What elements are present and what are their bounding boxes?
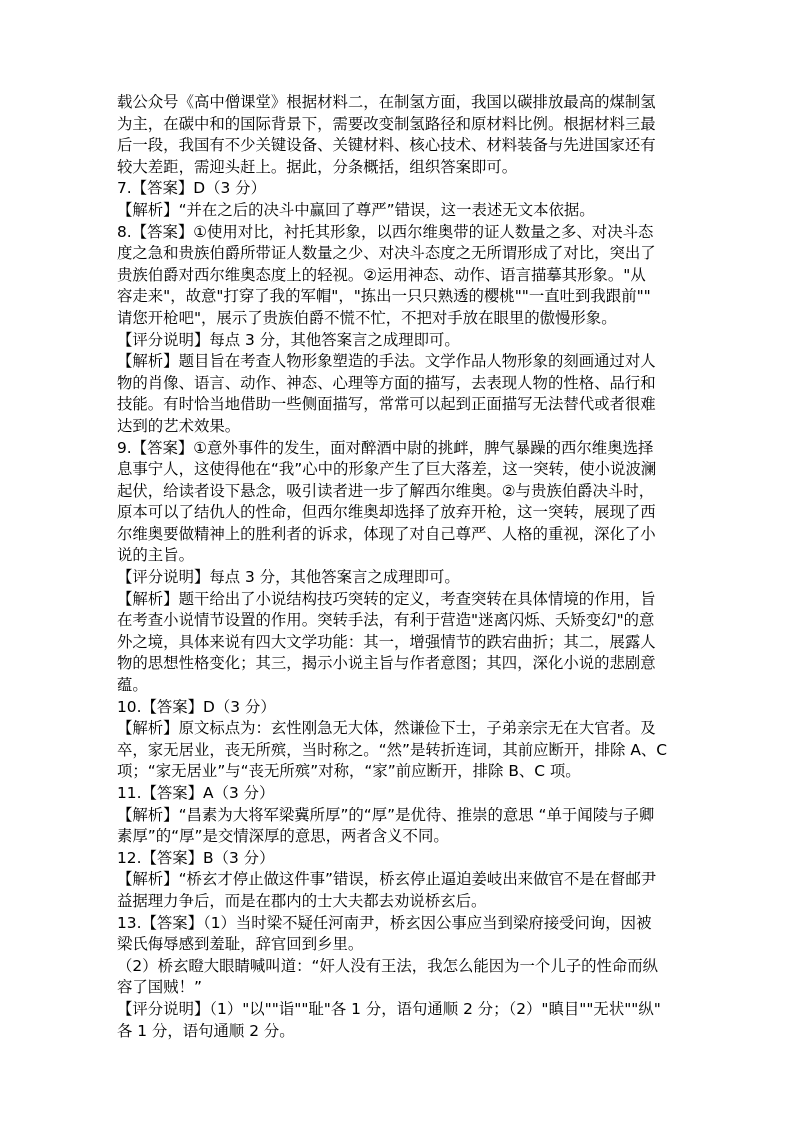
text-line: 较大差距，需迎头赶上。据此，分条概括，组织答案即可。 xyxy=(117,157,518,176)
text-line: 贵族伯爵对西尔维奥态度上的轻视。②运用神态、动作、语言描摹其形象。"从 xyxy=(117,265,646,284)
text-line: 请您开枪吧"，展示了贵族伯爵不慌不忙，不把对手放在眼里的傲慢形象。 xyxy=(117,308,617,327)
text-line: 梁氏侮辱感到羞耻，辞官回到乡里。 xyxy=(117,935,364,954)
text-line: 说的主旨。 xyxy=(117,546,194,565)
scoring-note: 【评分说明】（1）"以""诣""耻"各 1 分，语句通顺 2 分；（2）"瞋目""无状""纵" xyxy=(117,999,661,1018)
text-line: 尔维奥要做精神上的胜利者的诉求，体现了对自己尊严、人格的重视，深化了小 xyxy=(117,524,656,543)
text-line: 容走来"，故意"打穿了我的军帽"，"拣出一只只熟透的樱桃""一直吐到我跟前"" xyxy=(117,287,651,306)
scoring-note: 【评分说明】每点 3 分，其他答案言之成理即可。 xyxy=(117,330,460,349)
text-line: 原本可以了结仇人的性命，但西尔维奥却选择了放弃开枪，这一突转，展现了西 xyxy=(117,503,656,522)
text-line: 为主，在碳中和的国际背景下，需要改变制氢路径和原材料比例。根据材料三最 xyxy=(117,114,656,133)
text-line: 度之急和贵族伯爵所带证人数量之少、对决斗态度之无所谓形成了对比，突出了 xyxy=(117,244,656,263)
answer-heading-11: 11.【答案】A（3 分） xyxy=(117,784,275,802)
scoring-note: 【评分说明】每点 3 分，其他答案言之成理即可。 xyxy=(117,568,460,587)
text-line: 后一段，我国有不少关键设备、关键材料、核心技术、材料装备与先进国家还有 xyxy=(117,136,656,155)
text-line: 物的思想性格变化；其三，揭示小说主旨与作者意图；其四，深化小说的悲剧意 xyxy=(117,654,656,673)
text-line: 项；“家无居业”与“丧无所殡”对称，“家”前应断开，排除 B、C 项。 xyxy=(117,762,581,781)
text-line: 技能。有时恰当地借助一些侧面描写，常常可以起到正面描写无法替代或者很难 xyxy=(117,395,656,414)
text-line: 载公众号《高中僧课堂》根据材料二，在制氢方面，我国以碳排放最高的煤制氢 xyxy=(117,93,656,111)
text-line: 外之境，具体来说有四大文学功能：其一，增强情节的跌宕曲折；其二，展露人 xyxy=(117,632,656,651)
text-line: 益据理力争后，而是在郡内的士大夫都去劝说桥玄后。 xyxy=(117,891,487,910)
answer-heading-7: 7.【答案】D（3 分） xyxy=(117,179,266,198)
text-line: 起伏，给读者设下悬念，吸引读者进一步了解西尔维奥。②与贵族伯爵决斗时， xyxy=(117,481,655,500)
analysis-line: 【解析】原文标点为：玄性刚急无大体，然谦俭下士，子弟亲宗无在大官者。及 xyxy=(117,719,656,738)
answer-heading-13: 13.【答案】（1）当时梁不疑任河南尹，桥玄因公事应当到梁府接受问询，因被 xyxy=(117,913,652,932)
answer-heading-10: 10.【答案】D（3 分） xyxy=(117,697,276,716)
answer-document xyxy=(117,92,687,1042)
text-line: 物的肖像、语言、动作、神态、心理等方面的描写，去表现人物的性格、品行和 xyxy=(117,373,656,392)
analysis-line: 【解析】题干给出了小说结构技巧突转的定义，考查突转在具体情境的作用，旨 xyxy=(117,589,656,608)
analysis-line: 【解析】“昌素为大将军梁冀所厚”的“厚”是优待、推崇的意思 “单于闻陵与子卿 xyxy=(117,805,655,824)
analysis-line: 【解析】“桥玄才停止做这件事”错误，桥玄停止逼迫姜岐出来做官不是在督邮尹 xyxy=(117,870,657,889)
answer-heading-8: 8.【答案】①使用对比，衬托其形象，以西尔维奥带的证人数量之多、对决斗态 xyxy=(117,222,654,241)
analysis-line: 【解析】题目旨在考查人物形象塑造的手法。文学作品人物形象的刻画通过对人 xyxy=(117,352,656,371)
analysis-line: 【解析】“并在之后的决斗中赢回了尊严”错误，这一表述无文本依据。 xyxy=(117,200,595,219)
answer-heading-9: 9.【答案】①意外事件的发生，面对醉酒中尉的挑衅，脾气暴躁的西尔维奥选择 xyxy=(117,438,654,457)
text-line: 素厚”的“厚”是交情深厚的意思，两者含义不同。 xyxy=(117,827,449,846)
text-line: 卒，家无居业，丧无所殡，当时称之。“然”是转折连词，其前应断开，排除 A、C xyxy=(117,740,668,759)
text-line: （2）桥玄瞪大眼睛喊叫道：“奸人没有王法，我怎么能因为一个儿子的性命而纵 xyxy=(117,956,659,975)
text-line: 蕴。 xyxy=(117,676,148,695)
text-line: 达到的艺术效果。 xyxy=(117,416,241,435)
text-line: 息事宁人，这使得他在“我”心中的形象产生了巨大落差，这一突转，使小说波澜 xyxy=(117,460,657,479)
text-line: 在考查小说情节设置的作用。突转手法，有利于营造"迷离闪烁、夭矫变幻"的意 xyxy=(117,611,655,630)
answer-heading-12: 12.【答案】B（3 分） xyxy=(117,848,275,867)
text-line: 容了国贼！” xyxy=(117,978,202,997)
text-line: 各 1 分，语句通顺 2 分。 xyxy=(117,1021,295,1040)
